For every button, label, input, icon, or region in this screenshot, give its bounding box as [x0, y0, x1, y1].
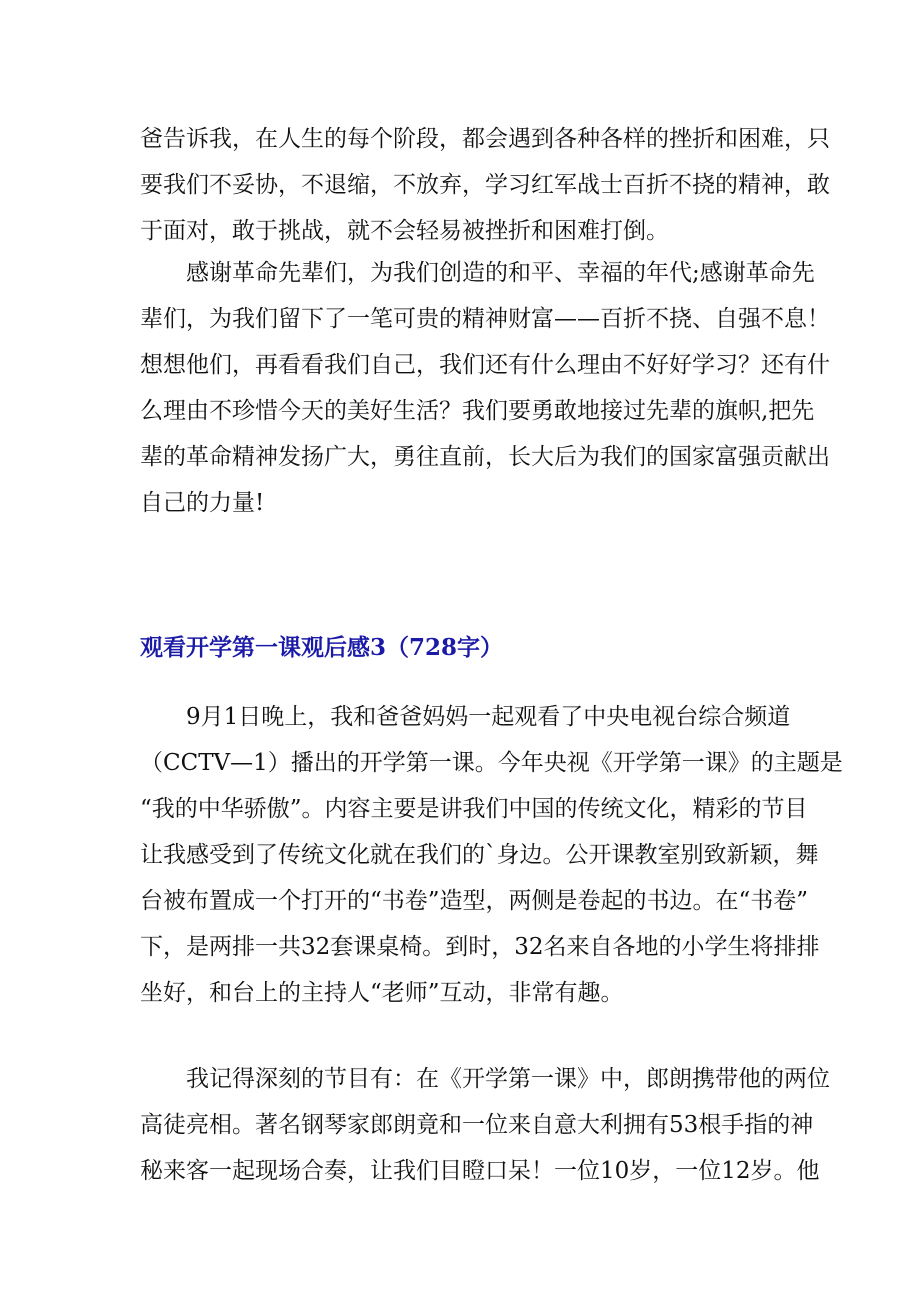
paragraph-line: 9月1日晚上，我和爸爸妈妈一起观看了中央电视台综合频道: [186, 704, 791, 730]
paragraph-line: 秘来客一起现场合奏，让我们目瞪口呆！一位10岁，一位12岁。他: [140, 1158, 820, 1184]
paragraph-line: 我记得深刻的节目有：在《开学第一课》中，郎朗携带他的两位: [186, 1066, 830, 1092]
paragraph-line: 感谢革命先辈们，为我们创造的和平、幸福的年代;感谢革命先: [186, 260, 815, 286]
paragraph-line: 坐好，和台上的主持人“老师”互动，非常有趣。: [140, 980, 624, 1006]
paragraph-line: 要我们不妥协，不退缩，不放弃，学习红军战士百折不挠的精神，敢: [140, 172, 830, 198]
paragraph-1: [140, 116, 830, 254]
paragraph-line: 高徒亮相。著名钢琴家郎朗竟和一位来自意大利拥有53根手指的神: [140, 1112, 814, 1138]
paragraph-line: （CCTV—1）播出的开学第一课。今年央视《开学第一课》的主题是: [140, 750, 843, 776]
paragraph-line: 自己的力量!: [140, 490, 265, 516]
paragraph-line: 让我感受到了传统文化就在我们的`身边。公开课教室别致新颖，舞: [140, 842, 819, 868]
paragraph-line: 爸告诉我，在人生的每个阶段，都会遇到各种各样的挫折和困难，只: [140, 126, 830, 152]
paragraph-line: 台被布置成一个打开的“书卷”造型，两侧是卷起的书边。在“书卷”: [140, 888, 809, 914]
paragraph-line: 么理由不珍惜今天的美好生活？我们要勇敢地接过先辈的旗帜,把先: [140, 398, 815, 424]
paragraph-3: [140, 694, 843, 1016]
paragraph-line: 辈的革命精神发扬广大，勇往直前，长大后为我们的国家富强贡献出: [140, 444, 830, 470]
paragraph-line: 想想他们，再看看我们自己，我们还有什么理由不好好学习？还有什: [140, 352, 830, 378]
paragraph-line: 辈们，为我们留下了一笔可贵的精神财富——百折不挠、自强不息！: [140, 306, 830, 332]
paragraph-line: 于面对，敢于挑战，就不会轻易被挫折和困难打倒。: [140, 218, 669, 244]
paragraph-line: 下，是两排一共32套课桌椅。到时，32名来自各地的小学生将排排: [140, 934, 820, 960]
paragraph-4: [140, 1056, 830, 1194]
section-heading: 观看开学第一课观后感3（728字）: [140, 634, 504, 661]
paragraph-2: [140, 250, 830, 526]
paragraph-line: “我的中华骄傲”。内容主要是讲我们中国的传统文化，精彩的节目: [140, 796, 808, 822]
